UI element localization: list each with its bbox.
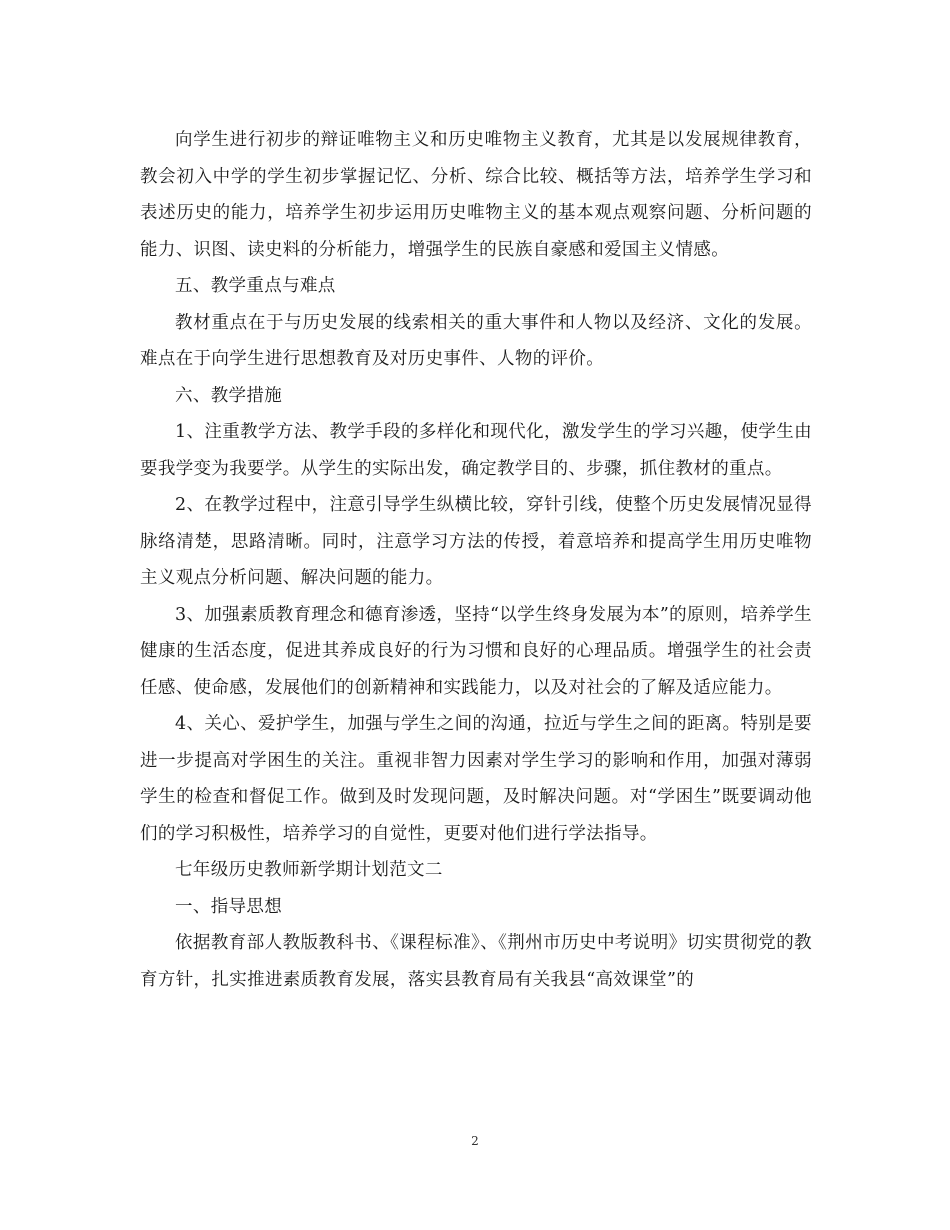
heading-teaching-measures: 六、教学措施 (175, 385, 283, 406)
paragraph-key-points: 教材重点在于与历史发展的线索相关的重大事件和人物以及经济、文化的发展。难点在于向学生进行思想教育及对历史事件、人物的评价。 (140, 312, 812, 369)
paragraph-measure-4: 4、关心、爱护学生，加强与学生之间的沟通，拉近与学生之间的距离。特别是要进一步提高对学困生的关注。重视非智力因素对学生学习的影响和作用，加强对薄弱学生的检查和督促工作。做到及时发现问题，及时解决问题。对“学困生”既要调动他们的学习积极性，培养学习的自觉性，更要对他们进行学法指导。 (140, 714, 812, 844)
paragraph-measure-2: 2、在教学过程中，注意引导学生纵横比较，穿针引线，使整个历史发展情况显得脉络清楚，思路清晰。同时，注意学习方法的传授，着意培养和提高学生用历史唯物主义观点分析问题、解决问题的能力。 (140, 495, 812, 588)
paragraph-measure-1: 1、注重教学方法、教学手段的多样化和现代化，激发学生的学习兴趣，使学生由要我学变为我要学。从学生的实际出发，确定教学目的、步骤，抓住教材的重点。 (140, 422, 812, 479)
page-number: 2 (471, 1134, 479, 1148)
paragraph-intro-continued: 向学生进行初步的辩证唯物主义和历史唯物主义教育，尤其是以发展规律教育，教会初入中学的学生初步掌握记忆、分析、综合比较、概括等方法，培养学生学习和表述历史的能力，培养学生初步运用历史唯物主义的基本观点观察问题、分析问题的能力、识图、读史料的分析能力，增强学生的民族自豪感和爱国主义情感。 (140, 130, 812, 260)
paragraph-measure-3: 3、加强素质教育理念和德育渗透，坚持“以学生终身发展为本”的原则，培养学生健康的生活态度，促进其养成良好的行为习惯和良好的心理品质。增强学生的社会责任感、使命感，发展他们的创新精神和实践能力，以及对社会的了解及适应能力。 (140, 604, 812, 698)
document-body (140, 122, 812, 998)
paragraph-guiding-ideology: 依据教育部人教版教科书、《课程标准》、《荆州市历史中考说明》切实贯彻党的教育方针，扎实推进素质教育发展，落实县教育局有关我县“高效课堂”的 (140, 933, 812, 990)
heading-sample-two: 七年级历史教师新学期计划范文二 (175, 860, 443, 880)
heading-guiding-ideology: 一、指导思想 (175, 896, 283, 917)
heading-key-difficult-points: 五、教学重点与难点 (175, 276, 336, 296)
